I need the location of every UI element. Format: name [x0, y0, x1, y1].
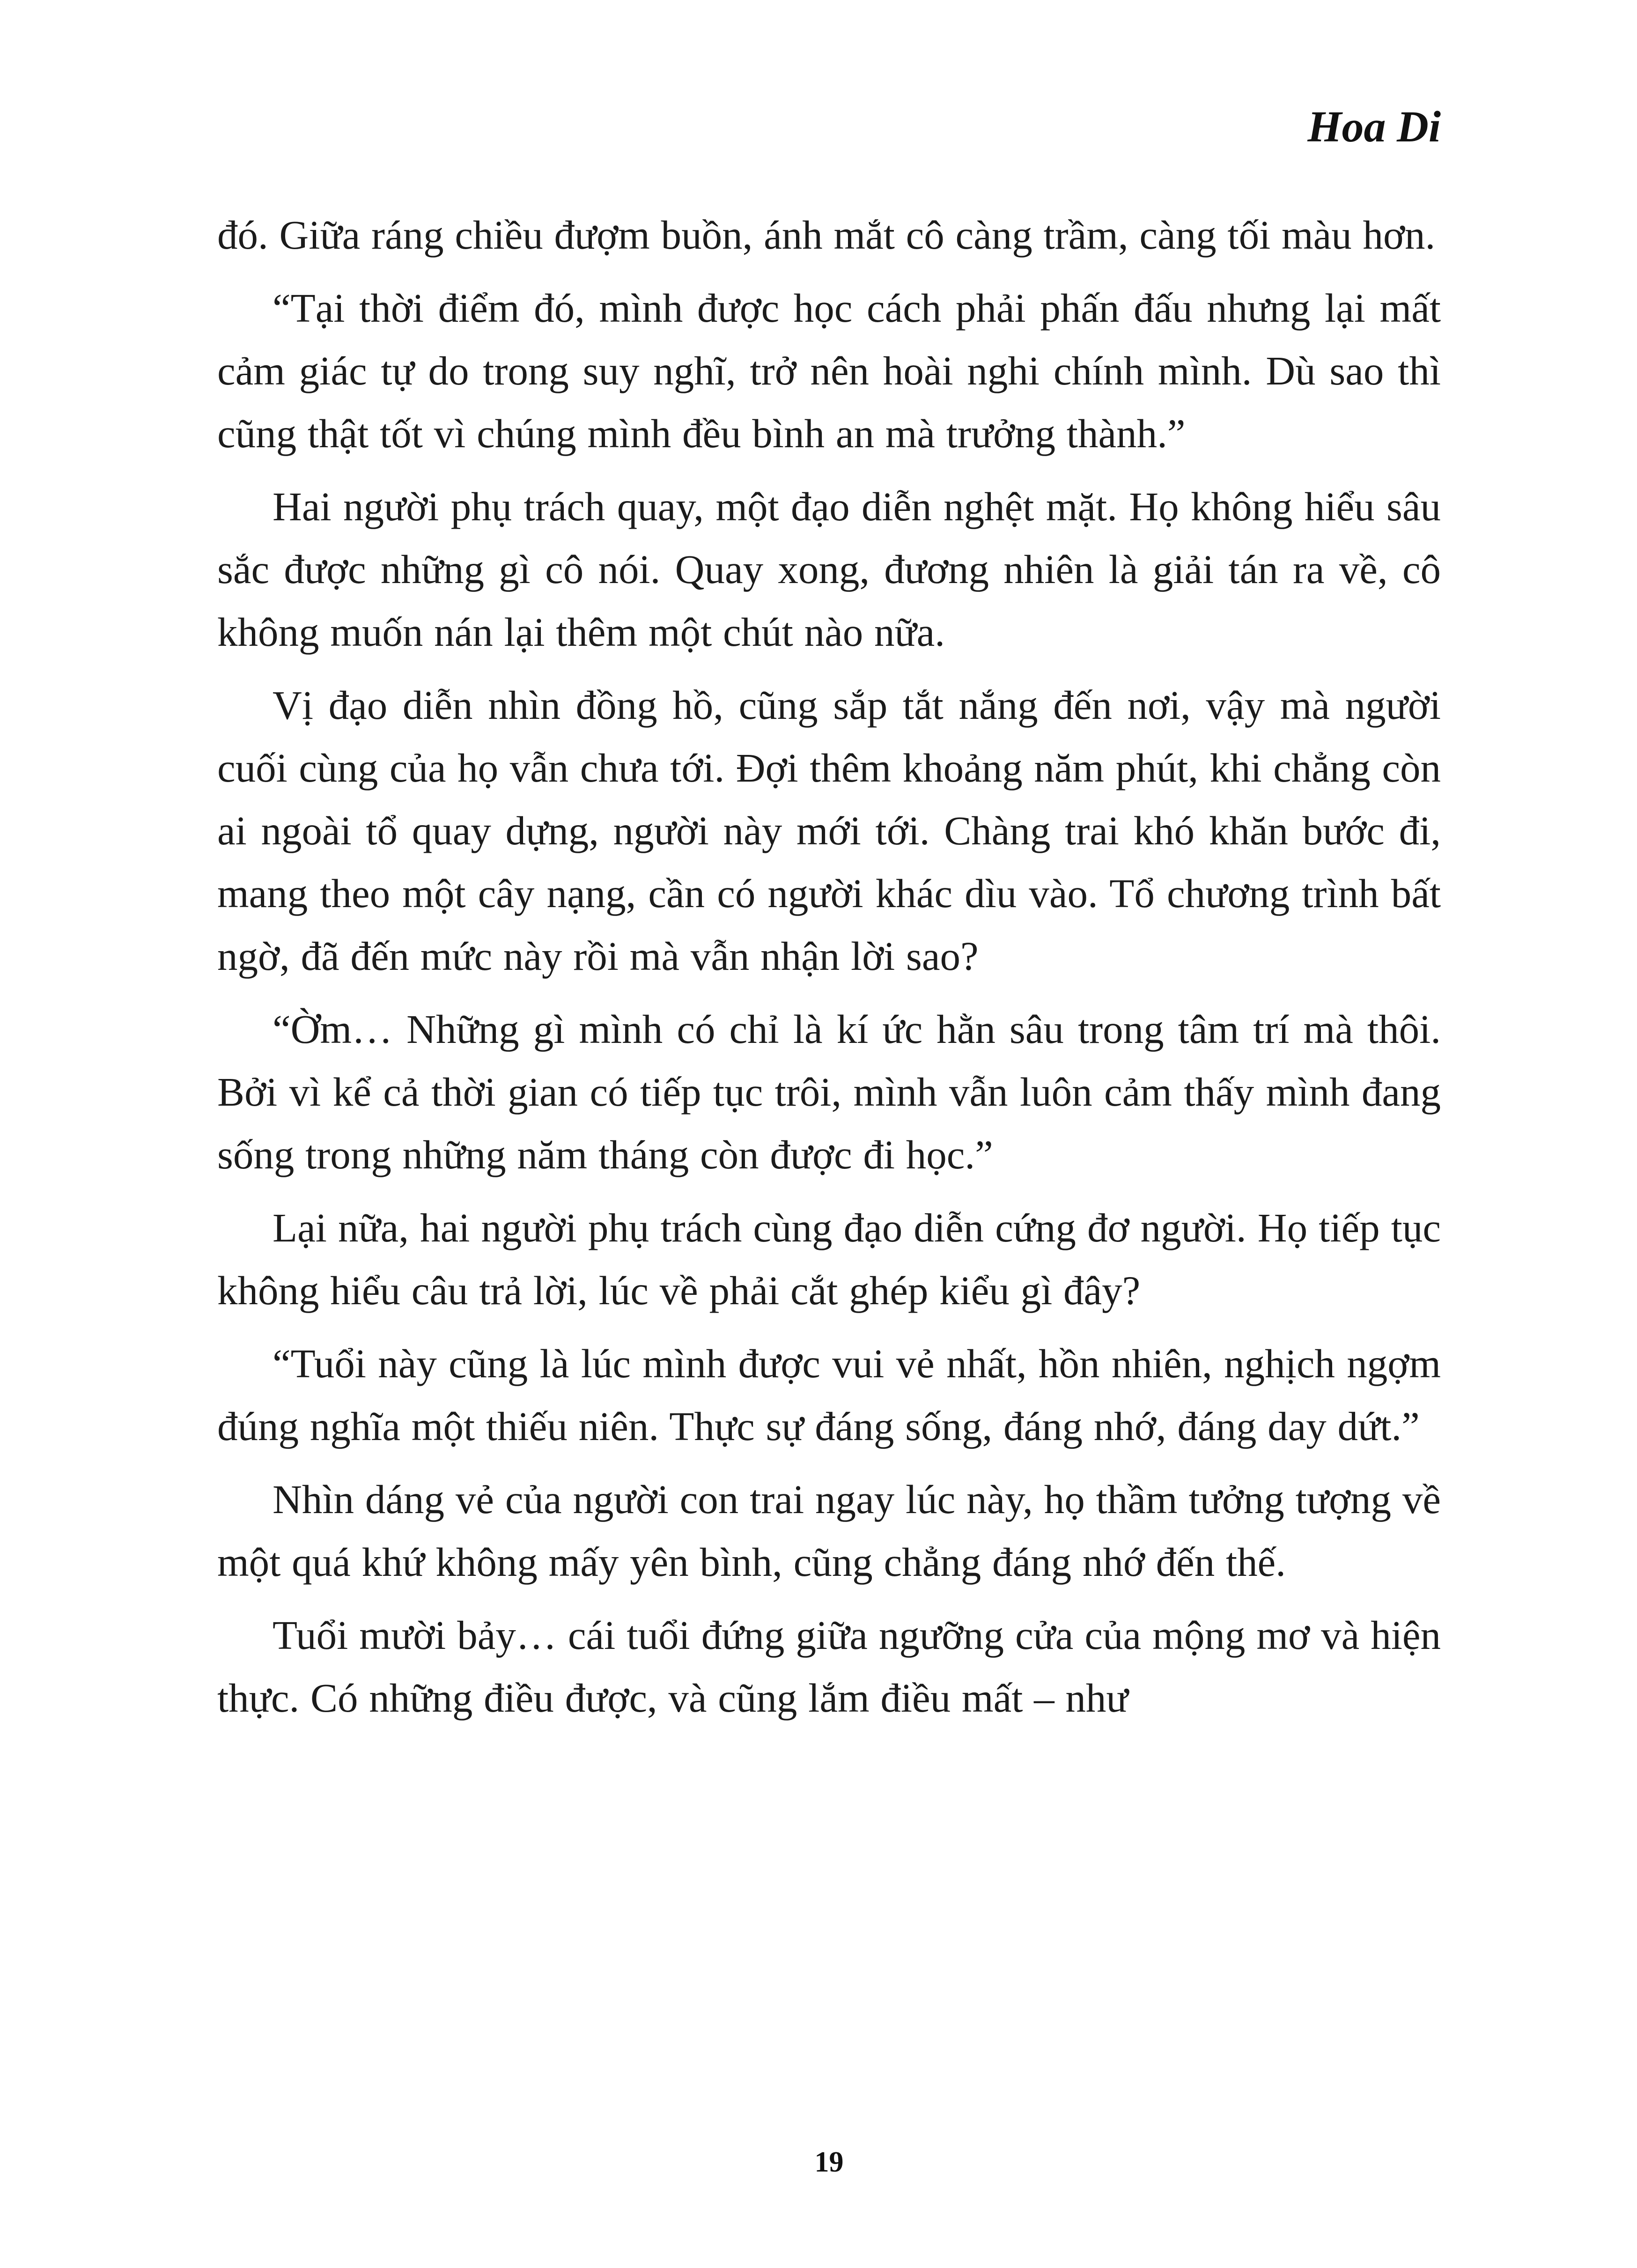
page-body: [217, 204, 1441, 1729]
page-number: 19: [814, 2146, 844, 2178]
running-header: Hoa Di: [1307, 103, 1441, 151]
paragraph: Hai người phụ trách quay, một đạo diễn nghệt mặt. Họ không hiểu sâu sắc được những gì cô nói. Quay xong, đương nhiên là giải tán ra về, cô không muốn nán lại thêm một chút nào nữa.: [217, 484, 1441, 655]
paragraph: Lại nữa, hai người phụ trách cùng đạo diễn cứng đơ người. Họ tiếp tục không hiểu câu trả lời, lúc về phải cắt ghép kiểu gì đây?: [217, 1205, 1441, 1314]
paragraph: “Tuổi này cũng là lúc mình được vui vẻ nhất, hồn nhiên, nghịch ngợm đúng nghĩa một thiếu niên. Thực sự đáng sống, đáng nhớ, đáng day dứt.”: [217, 1341, 1441, 1449]
paragraph: Nhìn dáng vẻ của người con trai ngay lúc này, họ thầm tưởng tượng về một quá khứ không mấy yên bình, cũng chẳng đáng nhớ đến thế.: [217, 1477, 1441, 1585]
paragraph: Tuổi mười bảy… cái tuổi đứng giữa ngưỡng cửa của mộng mơ và hiện thực. Có những điều được, và cũng lắm điều mất – như: [217, 1612, 1441, 1721]
paragraph: đó. Giữa ráng chiều đượm buồn, ánh mắt cô càng trầm, càng tối màu hơn.: [217, 212, 1436, 258]
paragraph: “Ờm… Những gì mình có chỉ là kí ức hằn sâu trong tâm trí mà thôi. Bởi vì kể cả thời gian có tiếp tục trôi, mình vẫn luôn cảm thấy mình đang sống trong những năm tháng còn được đi học.”: [217, 1006, 1441, 1178]
paragraph: Vị đạo diễn nhìn đồng hồ, cũng sắp tắt nắng đến nơi, vậy mà người cuối cùng của họ vẫn chưa tới. Đợi thêm khoảng năm phút, khi chẳng còn ai ngoài tổ quay dựng, người này mới tới. Chàng trai khó khăn bước đi, mang theo một cây nạng, cần có người khác dìu vào. Tổ chương trình bất ngờ, đã đến mức này rồi mà vẫn nhận lời sao?: [217, 682, 1441, 979]
paragraph: “Tại thời điểm đó, mình được học cách phải phấn đấu nhưng lại mất cảm giác tự do trong suy nghĩ, trở nên hoài nghi chính mình. Dù sao thì cũng thật tốt vì chúng mình đều bình an mà trưởng thành.”: [217, 285, 1441, 457]
